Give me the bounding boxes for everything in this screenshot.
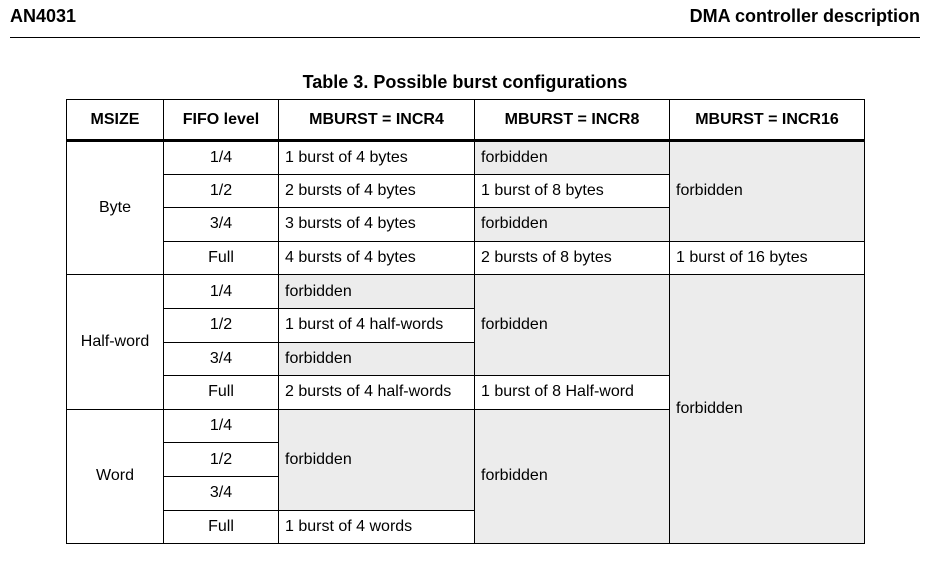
incr4-cell: 3 bursts of 4 bytes xyxy=(279,208,475,242)
incr4-cell: 1 burst of 4 words xyxy=(279,510,475,544)
incr8-cell: 1 burst of 8 Half-word xyxy=(475,376,670,410)
table-row xyxy=(67,141,865,175)
fifo-level-cell: 3/4 xyxy=(164,476,279,510)
burst-configurations-table xyxy=(66,99,865,544)
header-incr8: MBURST = INCR8 xyxy=(475,100,670,141)
fifo-level-cell: 3/4 xyxy=(164,208,279,242)
incr4-cell: 2 bursts of 4 bytes xyxy=(279,174,475,208)
fifo-level-cell: 1/4 xyxy=(164,409,279,443)
table-caption: Table 3. Possible burst configurations xyxy=(302,72,628,92)
table-header-row xyxy=(67,100,865,141)
incr4-cell: 1 burst of 4 bytes xyxy=(279,141,475,175)
incr8-cell: forbidden xyxy=(475,208,670,242)
fifo-level-cell: 1/2 xyxy=(164,443,279,477)
fifo-level-cell: 1/4 xyxy=(164,275,279,309)
fifo-level-cell: 1/2 xyxy=(164,308,279,342)
document-id: AN4031 xyxy=(10,6,77,26)
header-msize: MSIZE xyxy=(67,100,164,141)
msize-cell: Byte xyxy=(67,141,164,275)
incr16-cell: forbidden xyxy=(670,275,865,544)
header-fifo-level: FIFO level xyxy=(164,100,279,141)
fifo-level-cell: 3/4 xyxy=(164,342,279,376)
table-row xyxy=(67,241,865,275)
table-row xyxy=(67,275,865,309)
incr16-cell: forbidden xyxy=(670,141,865,242)
header-incr4: MBURST = INCR4 xyxy=(279,100,475,141)
incr8-cell: 2 bursts of 8 bytes xyxy=(475,241,670,275)
incr4-cell: 2 bursts of 4 half-words xyxy=(279,376,475,410)
fifo-level-cell: 1/4 xyxy=(164,141,279,175)
msize-cell: Word xyxy=(67,409,164,543)
incr4-cell: 4 bursts of 4 bytes xyxy=(279,241,475,275)
header-incr16: MBURST = INCR16 xyxy=(670,100,865,141)
page-header xyxy=(10,0,920,38)
fifo-level-cell: Full xyxy=(164,376,279,410)
incr8-cell: forbidden xyxy=(475,275,670,376)
incr8-cell: forbidden xyxy=(475,141,670,175)
incr4-cell: 1 burst of 4 half-words xyxy=(279,308,475,342)
incr16-cell: 1 burst of 16 bytes xyxy=(670,241,865,275)
section-title: DMA controller description xyxy=(689,6,920,26)
msize-cell: Half-word xyxy=(67,275,164,409)
incr4-cell: forbidden xyxy=(279,275,475,309)
fifo-level-cell: 1/2 xyxy=(164,174,279,208)
incr4-cell: forbidden xyxy=(279,409,475,510)
incr4-cell: forbidden xyxy=(279,342,475,376)
fifo-level-cell: Full xyxy=(164,510,279,544)
incr8-cell: forbidden xyxy=(475,409,670,543)
fifo-level-cell: Full xyxy=(164,241,279,275)
incr8-cell: 1 burst of 8 bytes xyxy=(475,174,670,208)
